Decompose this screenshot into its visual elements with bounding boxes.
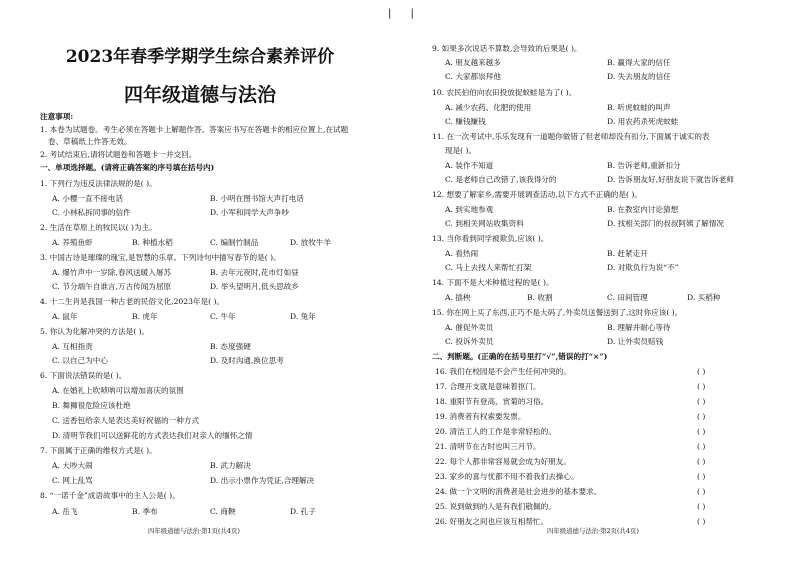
binding-marks: | | (388, 8, 422, 19)
option: A. 大吵大闹 (52, 461, 93, 470)
option: D. 放牧牛羊 (290, 238, 332, 247)
option: C. 是老师自己改错了,该我得分的 (445, 175, 557, 184)
answer-paren: ( ) (697, 517, 706, 526)
note-1a: 1. 本卷为试题卷。考生必须在答题卡上解题作答。答案应书写在答题卡的相应位置上,在试题 (40, 125, 349, 134)
answer-paren: ( ) (697, 382, 706, 391)
option: C. 田间管理 (607, 293, 648, 302)
answer-paren: ( ) (697, 397, 706, 406)
question-7: 7. 下面属于正确的维权方式是( )。 (40, 446, 157, 455)
question-6: 6. 下面说法错误的是( )。 (40, 371, 127, 380)
option: C. 商鞅 (210, 507, 236, 516)
judge-18: 18. 重阳节有登高、赏菊的习俗。 (435, 397, 549, 406)
option: D. 用农药杀死虎蚊蛙 (607, 117, 679, 126)
note-2: 2. 考试结束后,请将试题卷和答题卡一并交回。 (40, 150, 197, 159)
option: C. 以自己为中心 (52, 356, 108, 365)
option: D. 找相关部门的叔叔阿姨了解情况 (607, 219, 724, 228)
option: B. 小明在图书馆大声打电话 (210, 194, 304, 203)
option: B. 在教室内讨论猜想 (607, 205, 679, 214)
question-14: 14. 下面不是大米种植过程的是( )。 (432, 278, 554, 287)
option: A. 在婚礼上吹唢呐可以增加喜庆的氛围 (52, 386, 184, 395)
option: C. 大家都崇拜他 (445, 72, 501, 81)
judge-26: 26. 好朋友之间也应该互相帮忙。 (435, 517, 549, 526)
question-13: 13. 当你看到同学被欺负,应该( )。 (432, 234, 549, 243)
option: A. 互相指责 (52, 342, 93, 351)
judge-22: 22. 每个人都非常容易就会成为好朋友。 (435, 457, 571, 466)
option: A. 插秧 (445, 293, 471, 302)
judge-19: 19. 消费者有权索要发票。 (435, 412, 526, 421)
note-1b: 卷、草稿纸上作答无效。 (48, 137, 132, 146)
option: B. 虎年 (132, 312, 158, 321)
option: D. 小军和同学大声争吵 (210, 208, 289, 217)
option: B. 去年元夜时,花市灯如昼 (210, 268, 299, 277)
question-2: 2. 生活在草原上的牧民以( )为主。 (40, 223, 157, 232)
option: C. 牛年 (210, 312, 236, 321)
page-footer: 四年级道德与法治·第1页(共4页) (148, 527, 240, 535)
judge-20: 20. 清洁工人的工作是非常轻松的。 (435, 427, 556, 436)
option: D. 告诉朋友好,好朋友说下就告诉老师 (607, 175, 734, 184)
option: C. 节分端午自谁言,万古传闻为屈原 (52, 282, 172, 291)
option: C. 赚钱赚钱 (445, 117, 486, 126)
option: B. 理解并耐心等待 (607, 323, 671, 332)
answer-paren: ( ) (697, 487, 706, 496)
option: A. 减少农药、化肥的使用 (445, 103, 532, 112)
question-3: 3. 中国古诗是璀璨的瑰宝,是智慧的乐章。下列诗句中描写春节的是( )。 (40, 253, 281, 262)
option: C. 到相关网站收集资料 (445, 219, 524, 228)
option: D. 失去朋友的信任 (607, 72, 671, 81)
question-1: 1. 下列行为违反法律法规的是( )。 (40, 179, 157, 188)
question-8: 8. “一诺千金”成语故事中的主人公是( )。 (40, 491, 180, 500)
question-11: 11. 在一次考试中,乐乐发现有一道题你做错了但老师却没有扣分,下面属于诚实的表 (432, 132, 710, 141)
option: C. 网上乱骂 (52, 476, 93, 485)
option: C. 马上去找人来帮忙打架 (445, 263, 532, 272)
option: B. 态度强硬 (210, 342, 251, 351)
answer-paren: ( ) (697, 412, 706, 421)
question-5: 5. 你认为化解冲突的方法是( )。 (40, 327, 150, 336)
question-11-cont: 现是( )。 (445, 146, 477, 155)
judge-24: 24. 做一个文明的消费者是社会进步的基本要求。 (435, 487, 602, 496)
answer-paren: ( ) (697, 472, 706, 481)
option: C. 送香包给亲人是表达美好祝福的一种方式 (52, 416, 200, 425)
option: D. 及时沟通,换位思考 (210, 356, 284, 365)
exam-title: 2023年春季学期学生综合素养评价 (65, 47, 335, 67)
option: D. 买稻种 (687, 293, 721, 302)
option: A. 岳飞 (52, 507, 78, 516)
answer-paren: ( ) (697, 427, 706, 436)
notes-heading: 注意事项: (40, 112, 74, 121)
option: A. 到实地参观 (445, 205, 494, 214)
option: D. 让外卖员赔钱 (607, 337, 664, 346)
judge-21: 21. 清明节在古时也叫三月节。 (435, 442, 541, 451)
question-10: 10. 农民伯伯向农田投放捉蚁蛙是为了( )。 (432, 88, 577, 97)
option: D. 出示小票作为凭证,合理解决 (210, 476, 315, 485)
option: A. 看热闹 (445, 249, 479, 258)
question-15: 15. 你在网上买了东西,正巧不是大码了,外卖员送餐送到了,这时你应该( )。 (432, 308, 683, 317)
answer-paren: ( ) (697, 457, 706, 466)
page-2 (397, 0, 794, 561)
option: D. 清明节我们可以送鲜花的方式表达我们对亲人的缅怀之情 (52, 431, 253, 440)
option: B. 赶紧走开 (607, 249, 648, 258)
judge-17: 17. 合理开支就是意味着抠门。 (435, 382, 541, 391)
answer-paren: ( ) (697, 442, 706, 451)
option: B. 听虎蚊蛙的叫声 (607, 103, 671, 112)
answer-paren: ( ) (697, 367, 706, 376)
option: A. 鼠年 (52, 312, 78, 321)
question-9: 9. 如果多次说话不算数,会导致的后果是( )。 (432, 44, 582, 53)
option: B. 舞狮很危险应该杜绝 (52, 401, 131, 410)
question-4: 4. 十二生肖是我国一种古老的民俗文化,2023年是( )。 (40, 297, 225, 306)
section-1-heading: 一、单项选择题。(请将正确答案的序号填在括号内) (40, 163, 215, 172)
option: B. 收割 (527, 293, 553, 302)
option: A. 养殖鱼虾 (52, 238, 93, 247)
answer-paren: ( ) (697, 502, 706, 511)
judge-25: 25. 说到做到的人是有我们敬佩的。 (435, 502, 556, 511)
option: A. 装作不知道 (445, 161, 494, 170)
option: C. 投诉外卖员 (445, 337, 494, 346)
option: D. 举头望明月,低头思故乡 (210, 282, 299, 291)
question-12: 12. 想要了解家乡,需要开展调查活动,以下方式不正确的是( )。 (432, 190, 642, 199)
option: A. 小樱一直不接电话 (52, 194, 124, 203)
exam-subject: 四年级道德与法治 (123, 84, 276, 106)
option: A. 朋友越来越多 (445, 58, 501, 67)
option: C. 小林私拆同事的信件 (52, 208, 131, 217)
judge-23: 23. 家乡的喜与忧都不用不着我们去操心。 (435, 472, 579, 481)
option: A. 爆竹声中一岁除,春风送暖入屠苏 (52, 268, 172, 277)
page-footer: 四年级道德与法治·第2页(共4页) (547, 527, 639, 535)
option: D. 兔年 (290, 312, 316, 321)
option: B. 季布 (132, 507, 158, 516)
section-2-heading: 二、判断题。(正确的在括号里打“√”,错误的打“×”) (432, 352, 608, 361)
option: A. 催促外卖员 (445, 323, 494, 332)
judge-16: 16. 我们在校园是不会产生任何冲突的。 (435, 367, 571, 376)
option: B. 赢得大家的信任 (607, 58, 671, 67)
option: D. 孔子 (290, 507, 316, 516)
option: C. 编制竹制品 (210, 238, 259, 247)
option: B. 种植水稻 (132, 238, 173, 247)
option: B. 告诉老师,重新扣分 (607, 161, 681, 170)
option: D. 对欺负行为说“不” (607, 263, 679, 272)
option: B. 武力解决 (210, 461, 251, 470)
